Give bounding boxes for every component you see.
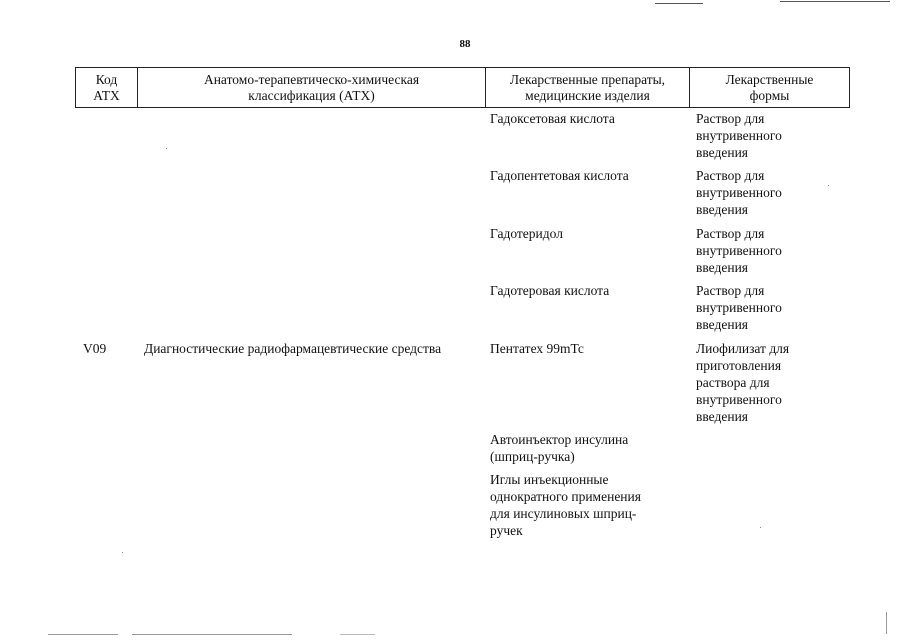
table-row-code: V09 [83, 341, 107, 356]
scan-speck [828, 185, 829, 186]
table-row-drug: Пентатех 99mTc [490, 341, 584, 356]
scan-artifact-line [780, 1, 890, 2]
table-row-drug: Гадоксетовая кислота [490, 111, 615, 126]
header-code: Код АТХ [76, 68, 138, 107]
table-row-form: Раствор для внутривенного введения [696, 283, 782, 332]
table-header [75, 67, 850, 108]
scan-artifact-line [340, 634, 375, 635]
header-classification: Анатомо-терапевтическо-химическая классификация (АТХ) [138, 68, 486, 107]
scan-artifact-line [132, 634, 292, 635]
table-row-drug: Иглы инъекционные однократного применения для инсулиновых шприц- ручек [490, 472, 641, 538]
table-row-drug: Гадотеровая кислота [490, 283, 610, 298]
scan-artifact-line [48, 634, 118, 635]
header-drugs: Лекарственные препараты, медицинские изделия [486, 68, 690, 107]
scan-speck [122, 552, 123, 553]
table-row-drug: Автоинъектор инсулина (шприц-ручка) [490, 432, 629, 464]
table-row-classification: Диагностические радиофармацевтические средства [144, 341, 442, 356]
scan-speck [760, 527, 761, 528]
table-row-form: Раствор для внутривенного введения [696, 168, 782, 217]
table-row-drug: Гадопентетовая кислота [490, 168, 629, 183]
scan-artifact-line [886, 612, 887, 634]
page-number: 88 [459, 38, 471, 50]
table-row-form: Раствор для внутривенного введения [696, 226, 782, 275]
table-row-form: Лиофилизат для приготовления раствора для внутривенного введения [696, 341, 790, 424]
table-row-drug: Гадотеридол [490, 226, 563, 241]
header-forms: Лекарственные формы [725, 71, 814, 103]
table-row-form: Раствор для внутривенного введения [696, 111, 782, 160]
scan-speck [166, 148, 167, 149]
scan-artifact-line [655, 3, 703, 4]
